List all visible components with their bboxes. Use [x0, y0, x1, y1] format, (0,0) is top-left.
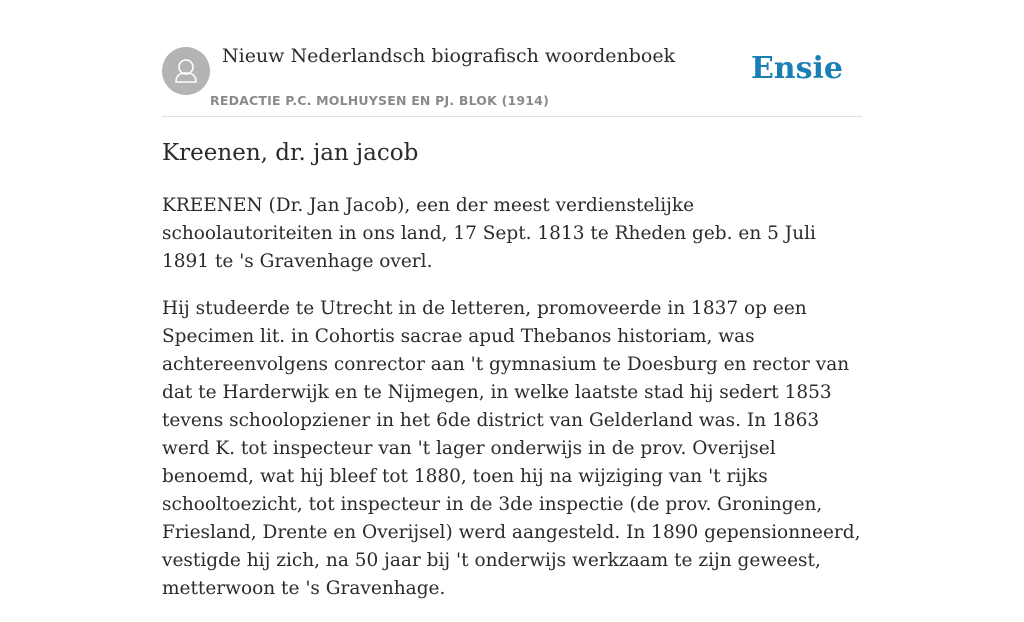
ensie-logo[interactable]: Ensie: [750, 51, 843, 86]
entry-paragraph: KREENEN (Dr. Jan Jacob), een der meest verdienstelijke schoolautoriteiten in ons land, 17 Sept. 1813 te Rheden geb. en 5 Juli 1891 te 's Gravenhage overl.: [162, 195, 816, 272]
entry-title: Kreenen, dr. jan jacob: [162, 140, 419, 166]
editors-line: REDACTIE P.C. MOLHUYSEN EN PJ. BLOK (1914): [210, 93, 549, 108]
author-avatar[interactable]: [162, 47, 210, 95]
user-icon: [162, 47, 210, 95]
entry-body: [162, 192, 864, 622]
book-title[interactable]: Nieuw Nederlandsch biografisch woordenboek: [222, 45, 676, 67]
entry-paragraph: Hij studeerde te Utrecht in de letteren, promoveerde in 1837 op een Specimen lit. in Cohortis sacrae apud Thebanos historiam, was achtereenvolgens conrector aan 't gymnasium te Doesburg en rector van dat te Harderwijk en te Nijmegen, in welke laatste stad hij sedert 1853 tevens schoolopziener in het 6de district van Gelderland was. In 1863 werd K. tot inspecteur van 't lager onderwijs in de prov. Overijsel benoemd, wat hij bleef tot 1880, toen hij na wijziging van 't rijks schooltoezicht, tot inspecteur in de 3de inspectie (de prov. Groningen, Friesland, Drente en Overijsel) werd aangesteld. In 1890 gepensionneerd, vestigde hij zich, na 50 jaar bij 't onderwijs werkzaam te zijn geweest, metterwoon te 's Gravenhage.: [162, 298, 861, 599]
source-header: [162, 40, 862, 117]
